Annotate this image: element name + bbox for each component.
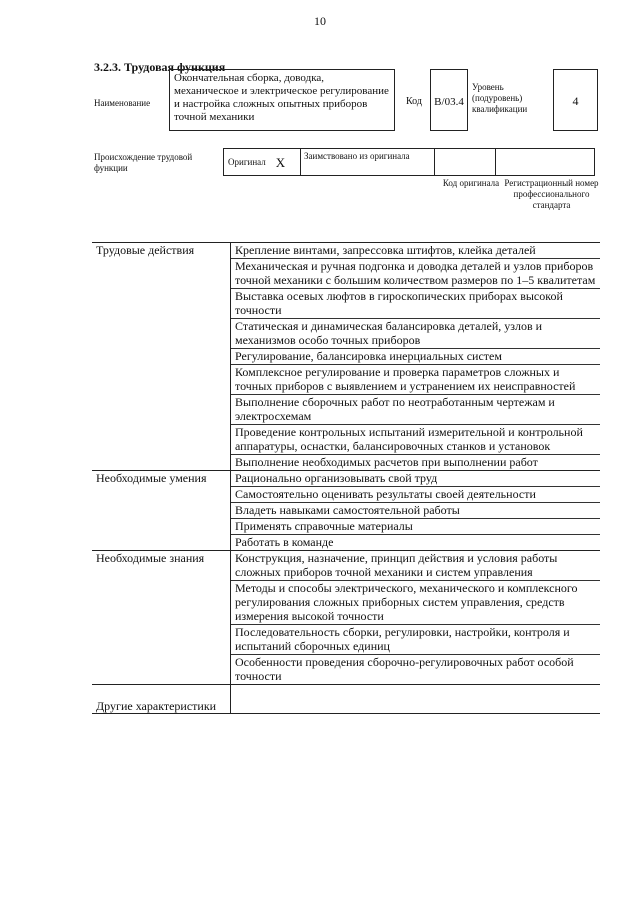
labor-action-row bbox=[92, 425, 600, 455]
original-label: Оригинал bbox=[228, 156, 266, 167]
required-knowledge-row bbox=[92, 551, 600, 581]
labor-action-item: Выполнение необходимых расчетов при выполнении работ bbox=[235, 455, 538, 469]
labor-action-item: Статическая и динамическая балансировка деталей, узлов и механизмов особо точных приборов bbox=[231, 319, 601, 349]
required-knowledge-item: Методы и способы электрического, механического и комплексного регулирования сложных приборных систем управления, средств измерения высокой точности bbox=[231, 581, 601, 625]
labor-action-item: Регулирование, балансировка инерциальных систем bbox=[231, 349, 601, 365]
original-code-cell bbox=[434, 148, 496, 176]
original-mark: X bbox=[275, 154, 286, 170]
qualification-level-label: Уровень (подуровень) квалификации bbox=[472, 82, 528, 114]
knowledge-section-spacer bbox=[92, 581, 231, 625]
actions-section-spacer bbox=[92, 395, 231, 425]
required-knowledge-item: Особенности проведения сборочно-регулировочных работ особой точности bbox=[235, 655, 574, 683]
required-knowledge-item: Последовательность сборки, регулировки, настройки, контроля и испытаний сборочных единиц bbox=[231, 625, 601, 655]
labor-action-item: Механическая и ручная подгонка и доводка деталей и узлов приборов точной механики с большим количеством размеров по 1–5 квалитетам bbox=[231, 259, 601, 289]
function-details-table bbox=[92, 242, 600, 714]
registration-number-cell bbox=[495, 148, 595, 176]
labor-action-row bbox=[92, 395, 600, 425]
actions-section-spacer bbox=[92, 455, 231, 471]
actions-section-title: Трудовые действия bbox=[92, 243, 231, 259]
labor-action-item: Проведение контрольных испытаний измерительной и контрольной аппаратуры, оснастки, балансировочных станков и установок bbox=[231, 425, 601, 455]
function-name-field: Окончательная сборка, доводка, механическое и электрическое регулирование и настройка сложных опытных приборов точной механики bbox=[169, 69, 395, 131]
code-value: B/03.4 bbox=[430, 69, 468, 131]
origin-label: Происхождение трудовой функции bbox=[94, 152, 193, 173]
labor-action-row bbox=[92, 365, 600, 395]
required-skill-row bbox=[92, 535, 600, 551]
labor-action-row bbox=[92, 289, 600, 319]
skills-section-spacer bbox=[92, 503, 231, 519]
other-characteristics-value bbox=[231, 685, 601, 714]
required-skill-row bbox=[92, 519, 600, 535]
required-knowledge-row bbox=[92, 655, 600, 685]
required-skill-row bbox=[92, 471, 600, 487]
other-section-title: Другие характеристики bbox=[92, 685, 231, 714]
borrowed-cell: Заимствовано из оригинала bbox=[300, 148, 435, 176]
labor-action-row bbox=[92, 319, 600, 349]
required-skill-item: Владеть навыками самостоятельной работы bbox=[231, 503, 601, 519]
knowledge-section-title: Необходимые знания bbox=[92, 551, 231, 581]
required-skill-item: Самостоятельно оценивать результаты своей деятельности bbox=[231, 487, 601, 503]
labor-action-row bbox=[92, 259, 600, 289]
knowledge-section-spacer bbox=[92, 625, 231, 655]
page-number: 10 bbox=[314, 14, 326, 28]
labor-action-item: Крепление винтами, запрессовка штифтов, клейка деталей bbox=[231, 243, 601, 259]
labor-action-item: Выполнение сборочных работ по неотработанным чертежам и электросхемам bbox=[231, 395, 601, 425]
skills-section-spacer bbox=[92, 519, 231, 535]
required-knowledge-item: Конструкция, назначение, принцип действия и условия работы сложных приборов точной механики и систем управления bbox=[231, 551, 601, 581]
skills-section-title: Необходимые умения bbox=[92, 471, 231, 487]
required-skill-row bbox=[92, 487, 600, 503]
actions-section-spacer bbox=[92, 259, 231, 289]
actions-section-spacer bbox=[92, 289, 231, 319]
required-skill-item: Работать в команде bbox=[235, 535, 334, 549]
actions-section-spacer bbox=[92, 425, 231, 455]
required-skill-item: Применять справочные материалы bbox=[231, 519, 601, 535]
required-skill-row bbox=[92, 503, 600, 519]
section-title: 3.2.3. Трудовая функция bbox=[94, 60, 226, 74]
labor-action-row bbox=[92, 455, 600, 471]
original-cell bbox=[223, 148, 301, 176]
labor-action-row bbox=[92, 243, 600, 259]
code-label: Код bbox=[406, 96, 422, 107]
original-code-caption: Код оригинала bbox=[442, 178, 500, 188]
skills-section-spacer bbox=[92, 487, 231, 503]
skills-section-spacer bbox=[92, 535, 231, 551]
qualification-level-value: 4 bbox=[553, 69, 598, 131]
required-skill-item: Рационально организовывать свой труд bbox=[231, 471, 601, 487]
required-knowledge-row bbox=[92, 581, 600, 625]
actions-section-spacer bbox=[92, 349, 231, 365]
registration-number-caption: Регистрационный номер профессионального стандарта bbox=[504, 178, 599, 210]
actions-section-spacer bbox=[92, 319, 231, 349]
labor-action-row bbox=[92, 349, 600, 365]
knowledge-section-spacer bbox=[92, 655, 231, 685]
labor-action-item: Комплексное регулирование и проверка параметров сложных и точных приборов с выявлением и устранением их неисправностей bbox=[231, 365, 601, 395]
origin-row bbox=[224, 148, 600, 176]
required-knowledge-row bbox=[92, 625, 600, 655]
other-characteristics-row bbox=[92, 685, 600, 714]
actions-section-spacer bbox=[92, 365, 231, 395]
name-label: Наименование bbox=[94, 98, 151, 108]
labor-action-item: Выставка осевых люфтов в гироскопических приборах высокой точности bbox=[231, 289, 601, 319]
